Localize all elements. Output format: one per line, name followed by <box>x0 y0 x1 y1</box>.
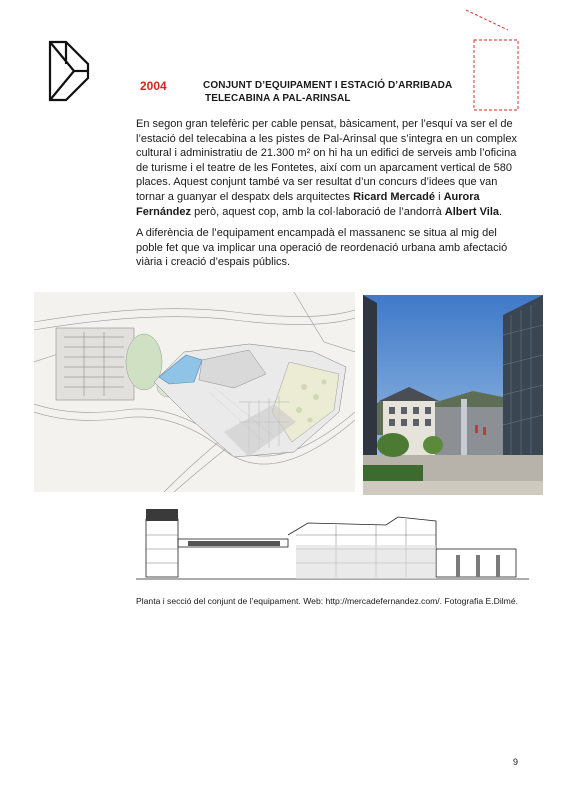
building-section-drawing <box>136 505 529 585</box>
architect-name-2: Aurora Fernández <box>136 190 480 218</box>
paragraph-1-text-a: En segon gran telefèric per cable pensat, bàsicament, per l’esquí va ser el de l’estació del telecabina a les pistes de Pal-Arinsal que s’integra en un complex cultural i administratiu de 21.300 m² on hi ha un edifici de serveis amb l’oficina de turisme i el teatre de les Fontetes, així com un aparcament vertical de 580 places. Aquest conjunt també va ser resultat d’un concurs d’idees que van tornar a guanyar el despatx dels arquitectes <box>136 118 517 203</box>
figure-caption: Planta i secció del conjunt de l’equipament. Web: http://mercadefernandez.com/. Fotografia E.Dilmé. <box>136 596 518 606</box>
architect-name-3: Albert Vila <box>444 205 499 218</box>
crop-mark-icon <box>460 8 530 112</box>
body-text <box>136 117 525 277</box>
page-number: 9 <box>513 757 519 767</box>
paragraph-1-text-b: i <box>435 190 444 203</box>
paragraph-1 <box>136 117 525 219</box>
paragraph-1-text-c: però, aquest cop, amb la col·laboració de l’andorrà <box>191 205 445 218</box>
year-label: 2004 <box>140 79 167 93</box>
logo-icon <box>44 40 90 102</box>
paragraph-2: A diferència de l’equipament encampadà el massanenc se situa al mig del poble fet que va implicar una operació de reordenació urbana amb afectació viària i creació d’espais públics. <box>136 227 508 269</box>
paragraph-1-text-d: . <box>499 205 503 218</box>
title-line-1: CONJUNT D’EQUIPAMENT I ESTACIÓ D’ARRIBADA <box>203 80 453 91</box>
page-title <box>203 79 452 105</box>
site-plan-image <box>34 292 355 492</box>
architect-name-1: Ricard Mercadé <box>353 190 436 203</box>
building-photo <box>363 295 543 495</box>
title-line-2: TELECABINA A PAL-ARINSAL <box>205 93 351 104</box>
